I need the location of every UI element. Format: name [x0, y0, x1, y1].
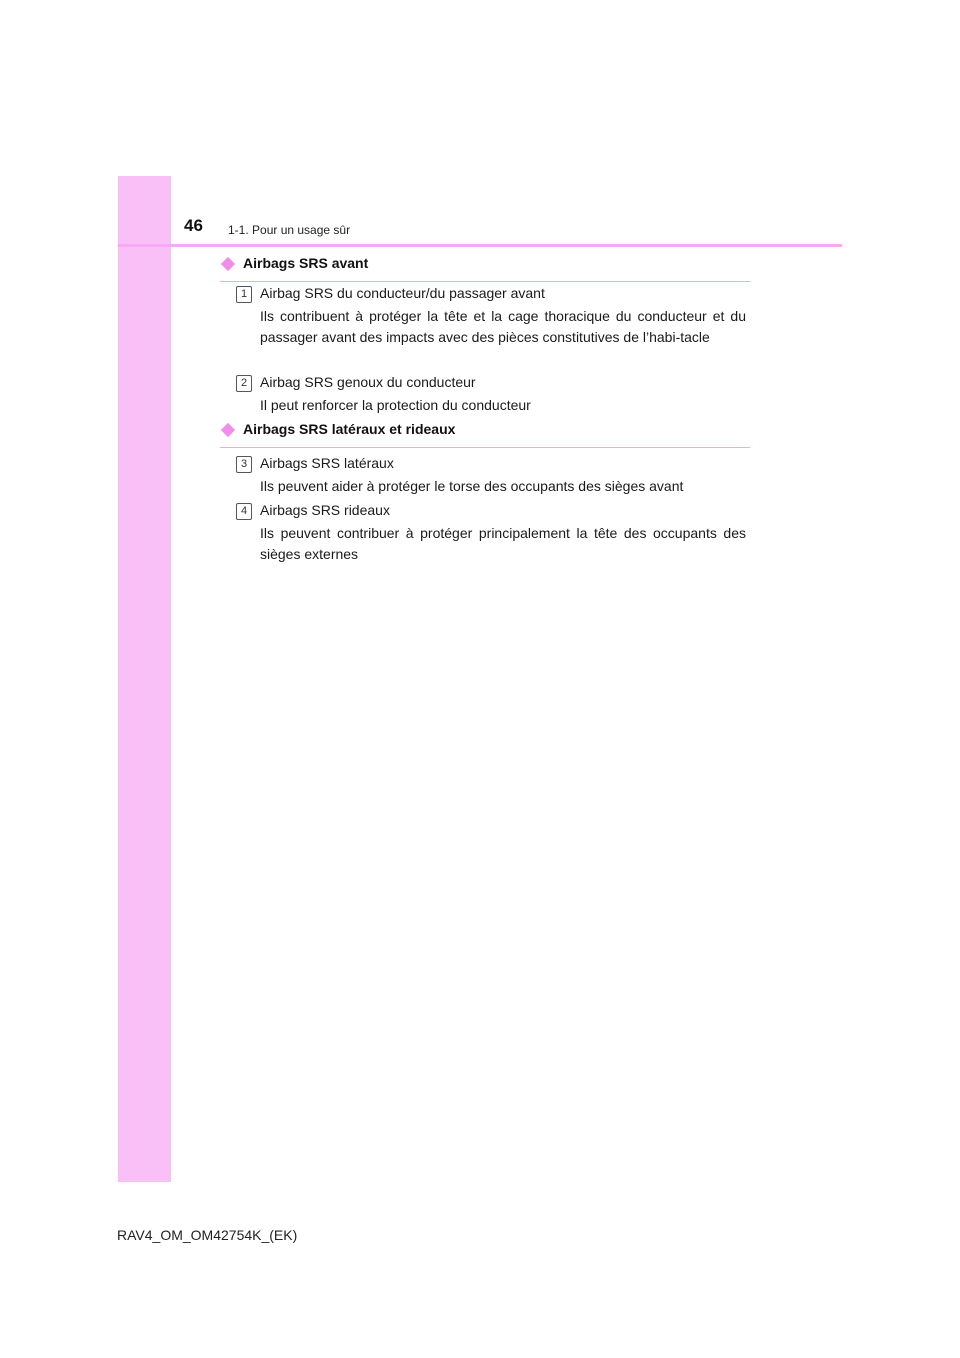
item-description: Ils peuvent aider à protéger le torse des occupants des sièges avant	[260, 478, 684, 494]
item-description: Ils peuvent contribuer à protéger principalement la tête des occupants des sièges externes	[260, 525, 746, 562]
item-title: Airbag SRS du conducteur/du passager avant	[260, 285, 545, 301]
header-rule	[118, 244, 842, 247]
section-label: 1-1. Pour un usage sûr	[228, 223, 351, 237]
item-description: Ils contribuent à protéger la tête et la cage thoracique du conducteur et du passager avant des impacts avec des pièces constitutives de l’habi-tacle	[260, 308, 746, 345]
item-title: Airbags SRS rideaux	[260, 502, 390, 518]
item-number-badge: 1	[236, 286, 252, 303]
section-heading-front-airbags	[220, 255, 750, 282]
chapter-side-tab	[118, 176, 171, 1182]
item-number-badge: 3	[236, 456, 252, 473]
footer-doc-code: RAV4_OM_OM42754K_(EK)	[117, 1227, 298, 1243]
item-title: Airbags SRS latéraux	[260, 455, 394, 471]
section-heading-title: Airbags SRS avant	[243, 255, 369, 271]
item-description: Il peut renforcer la protection du conducteur	[260, 397, 531, 413]
item-title: Airbag SRS genoux du conducteur	[260, 374, 476, 390]
item-number-badge: 4	[236, 503, 252, 520]
diamond-bullet-icon	[221, 257, 235, 271]
section-heading-side-curtain-airbags	[220, 421, 750, 448]
section-heading-title: Airbags SRS latéraux et rideaux	[243, 421, 456, 437]
item-number-badge: 2	[236, 375, 252, 392]
page-number: 46	[184, 216, 203, 235]
diamond-bullet-icon	[221, 423, 235, 437]
